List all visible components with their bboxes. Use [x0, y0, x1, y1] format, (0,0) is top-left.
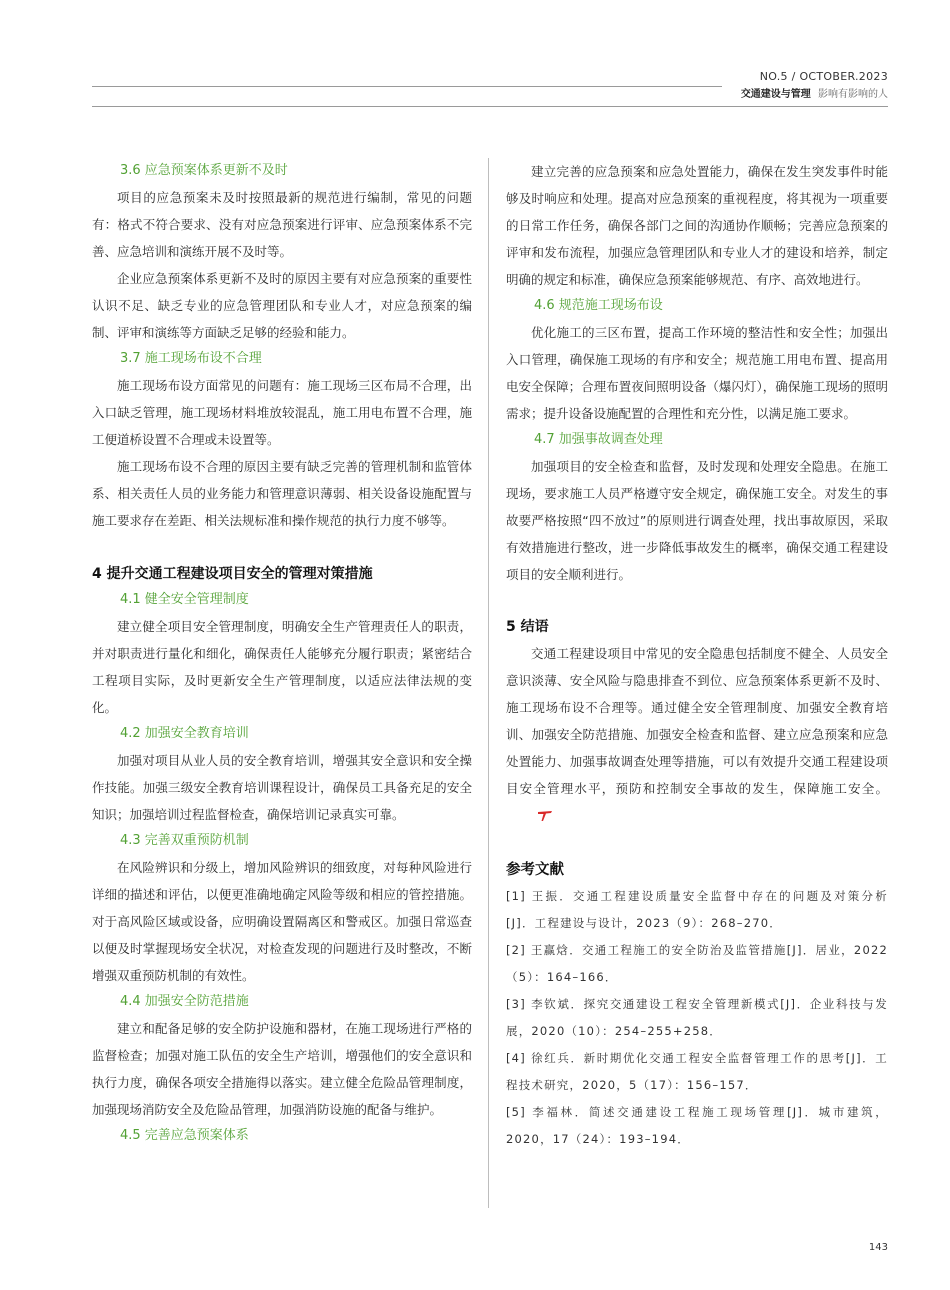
header-rule-bottom	[92, 106, 888, 107]
subsection-4-6-title: 4.6 规范施工现场布设	[534, 298, 663, 313]
subsection-4-5-title: 4.5 完善应急预案体系	[120, 1128, 249, 1143]
subsection-3-7-title: 3.7 施工现场布设不合理	[120, 351, 262, 366]
subsection-4-7-title: 4.7 加强事故调查处理	[534, 432, 663, 447]
conclusion-paragraph	[506, 640, 888, 831]
right-column	[506, 158, 888, 1153]
paragraph: 项目的应急预案未及时按照最新的规范进行编制，常见的问题有：格式不符合要求、没有对应急预案进行评审、应急预案体系不完善、应急培训和演练开展不及时等。	[92, 190, 472, 259]
header-rule-top	[92, 86, 722, 87]
paragraph: 加强项目的安全检查和监督，及时发现和处理安全隐患。在施工现场，要求施工人员严格遵守安全规定，确保施工安全。对发生的事故要严格按照“四不放过”的原则进行调查处理，找出事故原因，采取有效措施进行整改，进一步降低事故发生的概率，确保交通工程建设项目的安全顺利进行。	[506, 459, 888, 582]
reference-item: [3] 李钦斌．探究交通建设工程安全管理新模式[J]．企业科技与发展，2020（10）：254–255+258．	[506, 997, 888, 1038]
subsection-4-1-title: 4.1 健全安全管理制度	[120, 592, 249, 607]
subsection-4-2-title: 4.2 加强安全教育培训	[120, 726, 249, 741]
section-5-title: 5 结语	[506, 619, 549, 635]
issue-label: NO.5 / OCTOBER.2023	[759, 70, 888, 83]
paragraph: 优化施工的三区布置，提高工作环境的整洁性和安全性；加强出入口管理，确保施工现场的有序和安全；规范施工用电布置、提高用电安全保障；合理布置夜间照明设备（爆闪灯），确保施工现场的照明需求；提升设备设施配置的合理性和充分性，以满足施工要求。	[506, 325, 888, 421]
reference-item: [5] 李福林．简述交通建设工程施工现场管理[J]．城市建筑，2020，17（24）：193–194．	[506, 1105, 888, 1146]
paragraph: 建立健全项目安全管理制度，明确安全生产管理责任人的职责，并对职责进行量化和细化，确保责任人能够充分履行职责；紧密结合工程项目实际，及时更新安全生产管理制度，以适应法律法规的变化。	[92, 619, 472, 715]
section-4-title: 4 提升交通工程建设项目安全的管理对策措施	[92, 566, 373, 582]
subsection-4-3-title: 4.3 完善双重预防机制	[120, 833, 249, 848]
conclusion-text: 交通工程建设项目中常见的安全隐患包括制度不健全、人员安全意识淡薄、安全风险与隐患排查不到位、应急预案体系更新不及时、施工现场布设不合理等。通过健全安全管理制度、加强安全教育培训、加强安全防范措施、加强安全检查和监督、建立应急预案和应急处置能力、加强事故调查处理等措施，可以有效提升交通工程建设项目安全管理水平，预防和控制安全事故的发生，保障施工安全。	[506, 646, 888, 796]
page-number: 143	[868, 1242, 888, 1253]
reference-item: [4] 徐红兵．新时期优化交通工程安全监督管理工作的思考[J]．工程技术研究，2020，5（17）：156–157．	[506, 1051, 888, 1092]
paragraph: 建立和配备足够的安全防护设施和器材，在施工现场进行严格的监督检查；加强对施工队伍的安全生产培训，增强他们的安全意识和执行力度，确保各项安全措施得以落实。建立健全危险品管理制度，加强现场消防安全及危险品管理，加强消防设施的配备与维护。	[92, 1021, 472, 1117]
reference-item: [1] 王振．交通工程建设质量安全监督中存在的问题及对策分析[J]．工程建设与设计，2023（9）：268–270．	[506, 889, 888, 930]
journal-header	[741, 85, 888, 100]
journal-name: 交通建设与管理	[740, 89, 811, 100]
paragraph: 建立完善的应急预案和应急处置能力，确保在发生突发事件时能够及时响应和处理。提高对应急预案的重视程度，将其视为一项重要的日常工作任务，确保各部门之间的沟通协作顺畅；完善应急预案的评审和发布流程，加强应急管理团队和专业人才的建设和培养，制定明确的规定和标准，确保应急预案能够规范、有序、高效地进行。	[506, 164, 888, 287]
paragraph: 施工现场布设方面常见的问题有：施工现场三区布局不合理，出入口缺乏管理，施工现场材料堆放较混乱，施工用电布置不合理，施工便道桥设置不合理或未设置等。	[92, 378, 472, 447]
end-mark-icon	[512, 804, 553, 831]
paragraph: 企业应急预案体系更新不及时的原因主要有对应急预案的重要性认识不足、缺乏专业的应急管理团队和专业人才，对应急预案的编制、评审和演练等方面缺乏足够的经验和能力。	[92, 271, 472, 340]
paragraph: 施工现场布设不合理的原因主要有缺乏完善的管理机制和监管体系、相关责任人员的业务能力和管理意识薄弱、相关设备设施配置与施工要求存在差距、相关法规标准和操作规范的执行力度不够等。	[92, 459, 472, 528]
references-title: 参考文献	[506, 862, 564, 878]
paragraph: 在风险辨识和分级上，增加风险辨识的细致度，对每种风险进行详细的描述和评估，以便更准确地确定风险等级和相应的管控措施。对于高风险区域或设备，应明确设置隔离区和警戒区。加强日常巡查以便及时掌握现场安全状况，对检查发现的问题进行及时整改，不断增强双重预防机制的有效性。	[92, 860, 472, 983]
column-divider	[488, 158, 489, 1208]
paragraph: 加强对项目从业人员的安全教育培训，增强其安全意识和安全操作技能。加强三级安全教育培训课程设计，确保员工具备充足的安全知识；加强培训过程监督检查，确保培训记录真实可靠。	[92, 753, 472, 822]
left-column	[92, 158, 472, 1149]
reference-item: [2] 王赢焓．交通工程施工的安全防治及监管措施[J]．居业，2022（5）：164–166．	[506, 943, 888, 984]
journal-slogan: 影响有影响的人	[818, 89, 888, 100]
subsection-3-6-title: 3.6 应急预案体系更新不及时	[120, 163, 288, 178]
subsection-4-4-title: 4.4 加强安全防范措施	[120, 994, 249, 1009]
